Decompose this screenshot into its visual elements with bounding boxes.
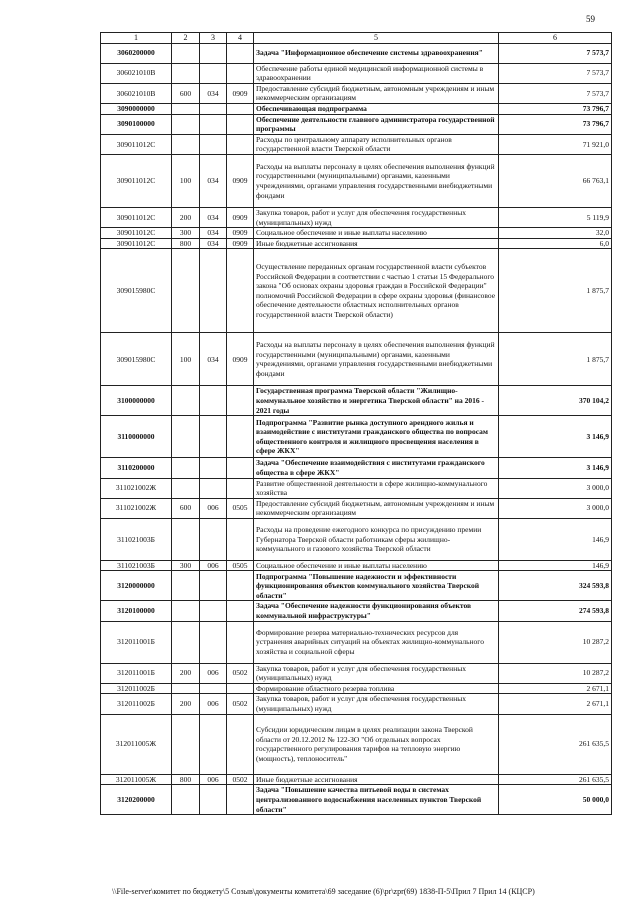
amount-cell: 7 573,7 (499, 43, 612, 63)
table-row (101, 238, 612, 249)
table-row (101, 694, 612, 714)
item-name-cell: Обеспечение деятельности главного администратора государственной программы (254, 114, 499, 134)
section-cell: 200 (172, 207, 200, 227)
item-name-cell: Предоставление субсидий бюджетным, автономным учреждениям и иным некоммерческим организациям (254, 83, 499, 103)
amount-cell: 73 796,7 (499, 103, 612, 114)
section-cell: 600 (172, 498, 200, 518)
amount-cell: 6,0 (499, 238, 612, 249)
item-name-cell: Обеспечение работы единой медицинской информационной системы в здравоохранении (254, 63, 499, 83)
amount-cell: 7 573,7 (499, 63, 612, 83)
subsection-cell (200, 386, 227, 416)
subsection-cell: 006 (200, 694, 227, 714)
type-cell: 0909 (227, 228, 254, 239)
table-row (101, 478, 612, 498)
subsection-cell: 034 (200, 333, 227, 386)
section-cell (172, 785, 200, 815)
section-cell: 100 (172, 154, 200, 207)
item-name-cell: Подпрограмма "Повышение надежности и эффективности функционирования объектов коммунального хозяйства Тверской области" (254, 571, 499, 601)
section-cell: 200 (172, 663, 200, 683)
amount-cell: 146,9 (499, 560, 612, 571)
amount-cell: 66 763,1 (499, 154, 612, 207)
amount-cell: 1 875,7 (499, 333, 612, 386)
table-row (101, 103, 612, 114)
item-name-cell: Социальное обеспечение и иные выплаты населению (254, 560, 499, 571)
item-name-cell: Расходы на проведение ежегодного конкурса по присуждению премии Губернатора Тверской области работникам сферы жилищно-коммунального и газового хозяйства Тверской области (254, 518, 499, 560)
budget-code-cell: 309011012С (101, 134, 172, 154)
item-name-cell: Подпрограмма "Развитие рынка доступного арендного жилья и взаимодействие с институтами гражданского общества по вопросам общественного контроля и жилищного просвещения населения в сфере ЖКХ" (254, 416, 499, 458)
type-cell (227, 134, 254, 154)
amount-cell: 1 875,7 (499, 249, 612, 333)
budget-code-cell: 306021010В (101, 63, 172, 83)
item-name-cell: Формирование резерва материально-технических ресурсов для устранения аварийных ситуаций на объектах жилищно-коммунального хозяйства и социальной сферы (254, 621, 499, 663)
section-cell (172, 601, 200, 621)
budget-table (100, 32, 612, 815)
subsection-cell (200, 621, 227, 663)
type-cell (227, 683, 254, 694)
type-cell (227, 571, 254, 601)
amount-cell: 261 635,5 (499, 714, 612, 774)
section-cell (172, 416, 200, 458)
subsection-cell (200, 478, 227, 498)
section-cell (172, 571, 200, 601)
type-cell (227, 249, 254, 333)
type-cell: 0909 (227, 238, 254, 249)
subsection-cell (200, 134, 227, 154)
budget-code-cell: 3120100000 (101, 601, 172, 621)
section-cell: 600 (172, 83, 200, 103)
amount-cell: 71 921,0 (499, 134, 612, 154)
table-row (101, 560, 612, 571)
section-cell: 800 (172, 774, 200, 785)
file-path-footer: \\File-server\комитет по бюджету\5 Созыв\документы комитета\69 заседание (6)\pr\zpr(69) 1838-П-5\Прил 7 Прил 14 (КЦСР) (112, 887, 535, 896)
amount-cell: 146,9 (499, 518, 612, 560)
item-name-cell: Расходы на выплаты персоналу в целях обеспечения выполнения функций государственными (муниципальными) органами, казенными учреждениями, органами управления государственными внебюджетными фондами (254, 333, 499, 386)
subsection-cell: 006 (200, 663, 227, 683)
section-cell (172, 43, 200, 63)
section-cell (172, 386, 200, 416)
budget-code-cell: 312011001Б (101, 621, 172, 663)
section-cell (172, 63, 200, 83)
budget-code-cell: 3110200000 (101, 458, 172, 478)
amount-cell: 261 635,5 (499, 774, 612, 785)
subsection-cell (200, 785, 227, 815)
type-cell (227, 714, 254, 774)
section-cell: 300 (172, 560, 200, 571)
table-row (101, 249, 612, 333)
budget-code-cell: 312011005Ж (101, 714, 172, 774)
table-row (101, 207, 612, 227)
table-row (101, 621, 612, 663)
item-name-cell: Государственная программа Тверской области "Жилищно-коммунальное хозяйство и энергетика Тверской области" на 2016 - 2021 годы (254, 386, 499, 416)
budget-code-cell: 312011005Ж (101, 774, 172, 785)
budget-code-cell: 3110000000 (101, 416, 172, 458)
type-cell: 0909 (227, 333, 254, 386)
section-cell: 200 (172, 694, 200, 714)
subsection-cell: 034 (200, 154, 227, 207)
type-cell: 0909 (227, 154, 254, 207)
budget-code-cell: 3060200000 (101, 43, 172, 63)
item-name-cell: Осуществление переданных органам государственной власти субъектов Российской Федерации в соответствии с частью 1 статьи 15 Федерального закона "Об основах охраны здоровья граждан в Российской Федерации" полномочий Российской Федерации в сфере охраны здоровья (финансовое обеспечение деятельности областных исполнительных органов государственной власти Тверской области) (254, 249, 499, 333)
section-cell (172, 103, 200, 114)
budget-code-cell: 3120000000 (101, 571, 172, 601)
table-row (101, 43, 612, 63)
item-name-cell: Задача "Информационное обеспечение системы здравоохранения" (254, 43, 499, 63)
table-row (101, 498, 612, 518)
amount-cell: 10 287,2 (499, 663, 612, 683)
section-cell (172, 478, 200, 498)
budget-code-cell: 306021010В (101, 83, 172, 103)
section-cell: 300 (172, 228, 200, 239)
type-cell (227, 785, 254, 815)
subsection-cell (200, 518, 227, 560)
subsection-cell (200, 601, 227, 621)
subsection-cell (200, 249, 227, 333)
budget-code-cell: 312011002Б (101, 683, 172, 694)
table-row (101, 774, 612, 785)
type-cell: 0505 (227, 498, 254, 518)
amount-cell: 3 146,9 (499, 416, 612, 458)
item-name-cell: Задача "Обеспечение взаимодействия с институтами гражданского общества в сфере ЖКХ" (254, 458, 499, 478)
budget-code-cell: 3090000000 (101, 103, 172, 114)
type-cell: 0909 (227, 207, 254, 227)
type-cell (227, 386, 254, 416)
table-row (101, 333, 612, 386)
item-name-cell: Формирование областного резерва топлива (254, 683, 499, 694)
item-name-cell: Развитие общественной деятельности в сфере жилищно-коммунального хозяйства (254, 478, 499, 498)
item-name-cell: Расходы по центральному аппарату исполнительных органов государственной власти Тверской области (254, 134, 499, 154)
item-name-cell: Закупка товаров, работ и услуг для обеспечения государственных (муниципальных) нужд (254, 694, 499, 714)
budget-code-cell: 309011012С (101, 228, 172, 239)
subsection-cell (200, 114, 227, 134)
section-cell (172, 458, 200, 478)
budget-code-cell: 311021003Б (101, 518, 172, 560)
table-row (101, 154, 612, 207)
item-name-cell: Задача "Повышение качества питьевой воды в системах централизованного водоснабжения населенных пунктов Тверской области" (254, 785, 499, 815)
type-cell: 0505 (227, 560, 254, 571)
amount-cell: 50 000,0 (499, 785, 612, 815)
subsection-cell: 006 (200, 774, 227, 785)
budget-code-cell: 3100000000 (101, 386, 172, 416)
table-row (101, 663, 612, 683)
type-cell (227, 114, 254, 134)
type-cell (227, 518, 254, 560)
header-cell: 5 (254, 33, 499, 44)
type-cell (227, 458, 254, 478)
amount-cell: 10 287,2 (499, 621, 612, 663)
type-cell (227, 63, 254, 83)
type-cell (227, 601, 254, 621)
subsection-cell: 006 (200, 498, 227, 518)
header-cell: 2 (172, 33, 200, 44)
amount-cell: 2 671,1 (499, 683, 612, 694)
budget-code-cell: 312011001Б (101, 663, 172, 683)
header-cell: 3 (200, 33, 227, 44)
subsection-cell: 006 (200, 560, 227, 571)
section-cell (172, 683, 200, 694)
amount-cell: 324 593,8 (499, 571, 612, 601)
amount-cell: 3 000,0 (499, 478, 612, 498)
table-row (101, 416, 612, 458)
amount-cell: 370 104,2 (499, 386, 612, 416)
type-cell (227, 43, 254, 63)
section-cell (172, 134, 200, 154)
table-row (101, 683, 612, 694)
type-cell: 0502 (227, 694, 254, 714)
subsection-cell (200, 683, 227, 694)
budget-code-cell: 309015980С (101, 249, 172, 333)
item-name-cell: Иные бюджетные ассигнования (254, 774, 499, 785)
subsection-cell (200, 571, 227, 601)
item-name-cell: Задача "Обеспечение надежности функционирования объектов коммунальной инфраструктуры" (254, 601, 499, 621)
amount-cell: 3 000,0 (499, 498, 612, 518)
subsection-cell: 034 (200, 238, 227, 249)
budget-code-cell: 309015980С (101, 333, 172, 386)
type-cell (227, 621, 254, 663)
amount-cell: 32,0 (499, 228, 612, 239)
amount-cell: 7 573,7 (499, 83, 612, 103)
subsection-cell: 034 (200, 83, 227, 103)
type-cell (227, 103, 254, 114)
budget-code-cell: 311021002Ж (101, 478, 172, 498)
budget-code-cell: 311021003Б (101, 560, 172, 571)
budget-code-cell: 312011002Б (101, 694, 172, 714)
item-name-cell: Субсидии юридическим лицам в целях реализации закона Тверской области от 20.12.2012 № 122-ЗО "Об отдельных вопросах государственного регулирования тарифов на тепловую энергию (мощность), теплоноситель" (254, 714, 499, 774)
item-name-cell: Обеспечивающая подпрограмма (254, 103, 499, 114)
type-cell: 0502 (227, 663, 254, 683)
table-row (101, 134, 612, 154)
amount-cell: 73 796,7 (499, 114, 612, 134)
section-cell: 100 (172, 333, 200, 386)
table-row (101, 228, 612, 239)
table-row (101, 83, 612, 103)
type-cell (227, 416, 254, 458)
table-row (101, 63, 612, 83)
type-cell: 0909 (227, 83, 254, 103)
item-name-cell: Расходы на выплаты персоналу в целях обеспечения выполнения функций государственными (муниципальными) органами, казенными учреждениями, органами управления государственными внебюджетными фондами (254, 154, 499, 207)
table-row (101, 714, 612, 774)
subsection-cell: 034 (200, 207, 227, 227)
budget-code-cell: 309011012С (101, 207, 172, 227)
table-row (101, 518, 612, 560)
header-cell: 6 (499, 33, 612, 44)
table-row (101, 601, 612, 621)
subsection-cell (200, 458, 227, 478)
section-cell (172, 714, 200, 774)
header-row (101, 33, 612, 44)
subsection-cell (200, 63, 227, 83)
section-cell (172, 621, 200, 663)
budget-code-cell: 311021002Ж (101, 498, 172, 518)
table-row (101, 458, 612, 478)
section-cell (172, 114, 200, 134)
item-name-cell: Закупка товаров, работ и услуг для обеспечения государственных (муниципальных) нужд (254, 207, 499, 227)
table-row (101, 571, 612, 601)
amount-cell: 3 146,9 (499, 458, 612, 478)
item-name-cell: Предоставление субсидий бюджетным, автономным учреждениям и иным некоммерческим организациям (254, 498, 499, 518)
section-cell (172, 518, 200, 560)
amount-cell: 274 593,8 (499, 601, 612, 621)
amount-cell: 5 119,9 (499, 207, 612, 227)
subsection-cell (200, 714, 227, 774)
section-cell: 800 (172, 238, 200, 249)
header-cell: 1 (101, 33, 172, 44)
budget-code-cell: 309011012С (101, 238, 172, 249)
budget-code-cell: 3090100000 (101, 114, 172, 134)
subsection-cell (200, 43, 227, 63)
subsection-cell (200, 416, 227, 458)
header-cell: 4 (227, 33, 254, 44)
subsection-cell: 034 (200, 228, 227, 239)
amount-cell: 2 671,1 (499, 694, 612, 714)
budget-code-cell: 3120200000 (101, 785, 172, 815)
type-cell (227, 478, 254, 498)
section-cell (172, 249, 200, 333)
table-row (101, 386, 612, 416)
table-row (101, 114, 612, 134)
type-cell: 0502 (227, 774, 254, 785)
page-number: 59 (586, 14, 595, 24)
budget-code-cell: 309011012С (101, 154, 172, 207)
table-row (101, 785, 612, 815)
item-name-cell: Иные бюджетные ассигнования (254, 238, 499, 249)
subsection-cell (200, 103, 227, 114)
item-name-cell: Закупка товаров, работ и услуг для обеспечения государственных (муниципальных) нужд (254, 663, 499, 683)
item-name-cell: Социальное обеспечение и иные выплаты населению (254, 228, 499, 239)
